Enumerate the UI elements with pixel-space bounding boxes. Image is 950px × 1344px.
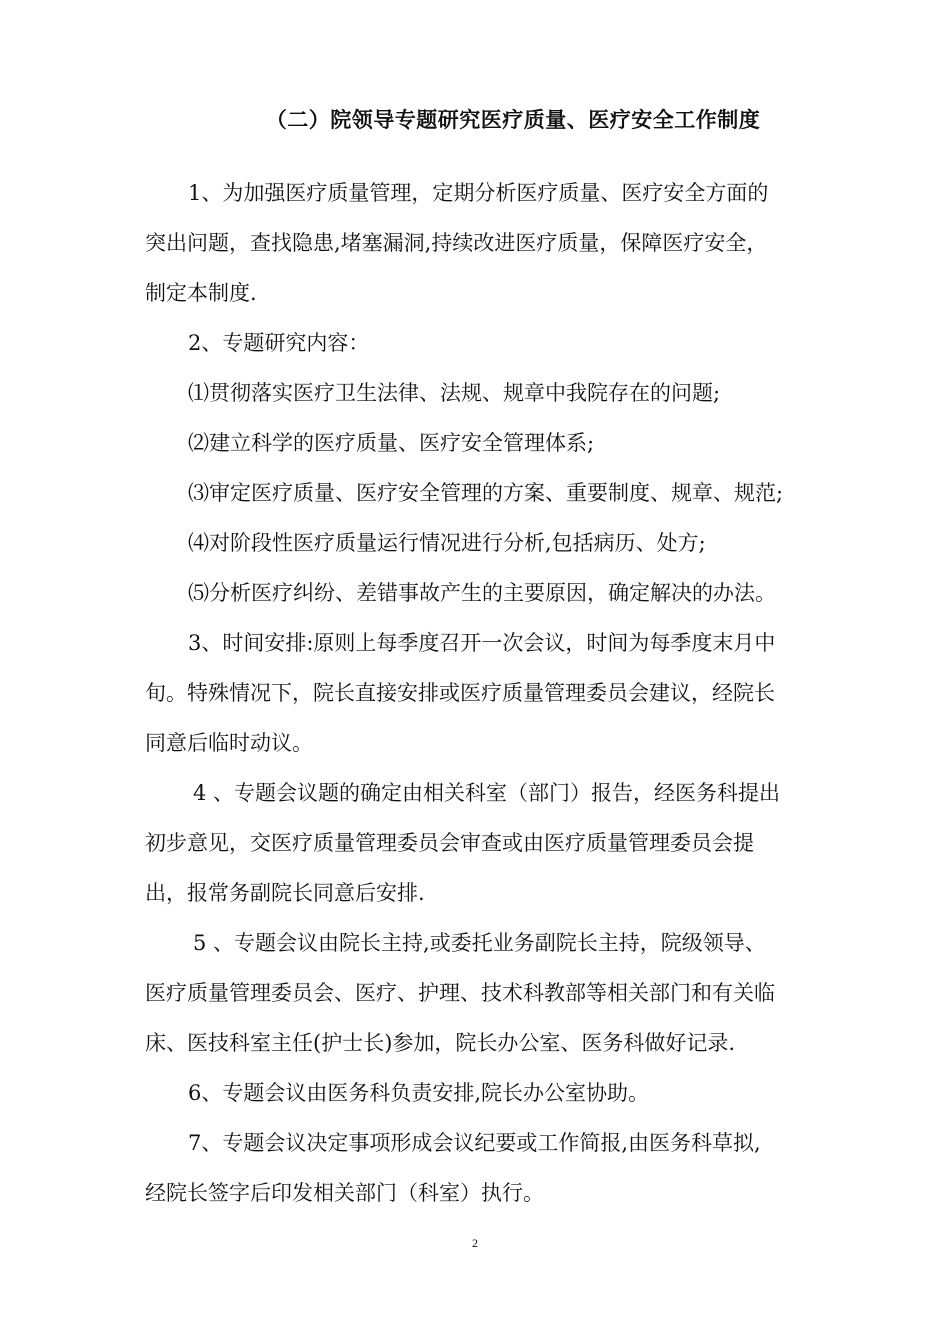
paragraph-1-line-1: 1、为加强医疗质量管理，定期分析医疗质量、医疗安全方面的 bbox=[188, 181, 769, 205]
list-item-3: ⑶审定医疗质量、医疗安全管理的方案、重要制度、规章、规范; bbox=[188, 481, 784, 505]
list-item-5: ⑸分析医疗纠纷、差错事故产生的主要原因，确定解决的办法。 bbox=[188, 581, 776, 605]
paragraph-3-line-3: 同意后临时动议。 bbox=[145, 731, 313, 755]
paragraph-7-line-1: 7、专题会议决定事项形成会议纪要或工作简报,由医务科草拟, bbox=[188, 1131, 761, 1155]
paragraph-5-line-3: 床、医技科室主任(护士长)参加，院长办公室、医务科做好记录. bbox=[145, 1031, 736, 1055]
paragraph-4-line-3: 出，报常务副院长同意后安排. bbox=[145, 881, 425, 905]
paragraph-2-heading: 2、专题研究内容： bbox=[188, 331, 370, 355]
document-title: （二）院领导专题研究医疗质量、医疗安全工作制度 bbox=[265, 107, 761, 132]
paragraph-3-line-1: 3、时间安排:原则上每季度召开一次会议，时间为每季度末月中 bbox=[188, 631, 776, 655]
paragraph-6: 6、专题会议由医务科负责安排,院长办公室协助。 bbox=[188, 1081, 650, 1105]
paragraph-5-line-1: 5 、专题会议由院长主持,或委托业务副院长主持，院级领导、 bbox=[193, 931, 766, 955]
paragraph-5-line-2: 医疗质量管理委员会、医疗、护理、技术科教部等相关部门和有关临 bbox=[145, 981, 775, 1005]
list-item-4: ⑷对阶段性医疗质量运行情况进行分析,包括病历、处方; bbox=[188, 531, 706, 555]
paragraph-4-line-2: 初步意见，交医疗质量管理委员会审查或由医疗质量管理委员会提 bbox=[145, 831, 754, 855]
list-item-2: ⑵建立科学的医疗质量、医疗安全管理体系; bbox=[188, 431, 595, 455]
paragraph-7-line-2: 经院长签字后印发相关部门（科室）执行。 bbox=[145, 1181, 544, 1205]
list-item-1: ⑴贯彻落实医疗卫生法律、法规、规章中我院存在的问题; bbox=[188, 381, 721, 405]
paragraph-1-line-2: 突出问题，查找隐患,堵塞漏洞,持续改进医疗质量，保障医疗安全， bbox=[145, 231, 768, 255]
paragraph-1-line-3: 制定本制度. bbox=[145, 281, 257, 305]
paragraph-4-line-1: 4 、专题会议题的确定由相关科室（部门）报告，经医务科提出 bbox=[193, 781, 781, 805]
paragraph-3-line-2: 旬。特殊情况下，院长直接安排或医疗质量管理委员会建议，经院长 bbox=[145, 681, 775, 705]
page-number: 2 bbox=[472, 1236, 478, 1250]
